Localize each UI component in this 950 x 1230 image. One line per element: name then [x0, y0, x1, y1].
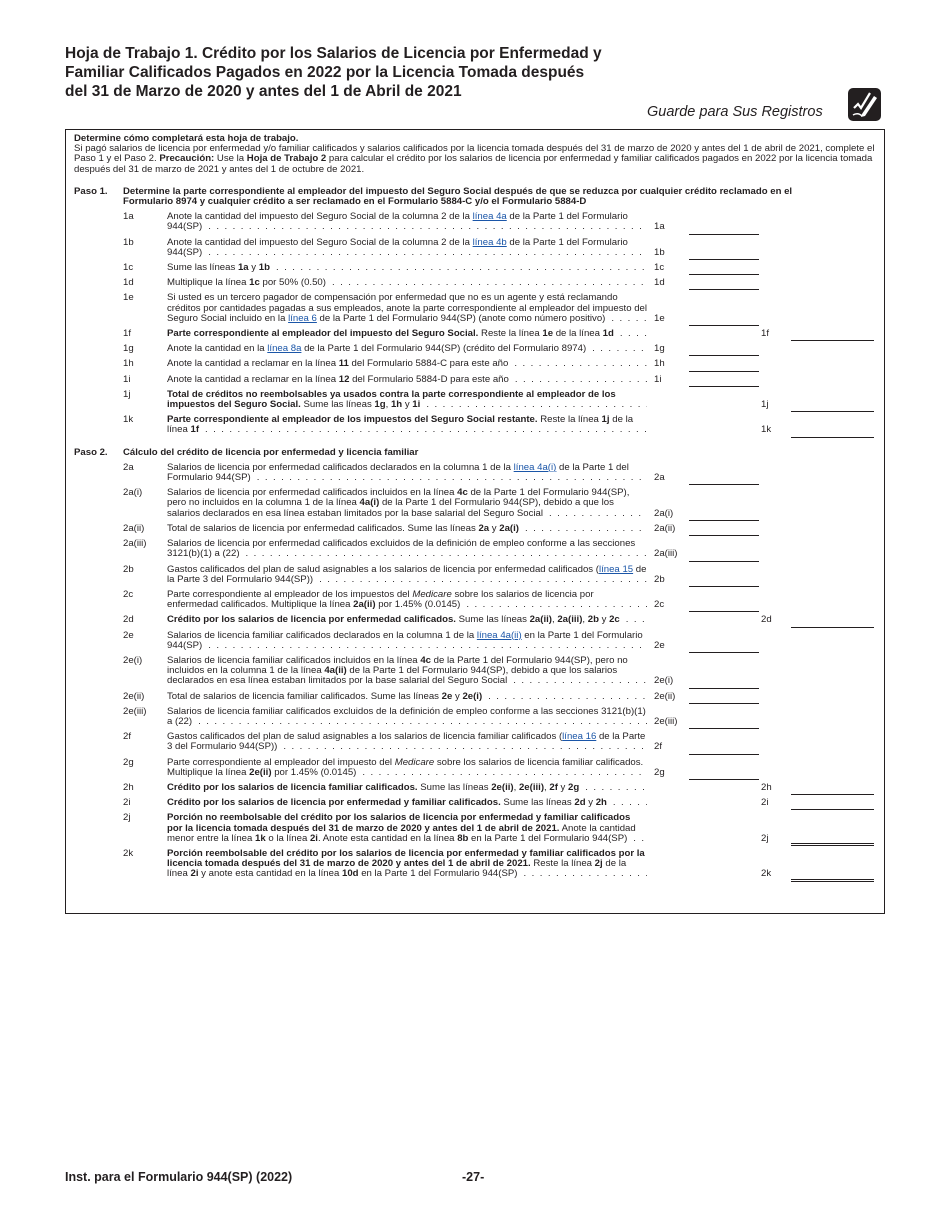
amount-entry-field[interactable] [689, 534, 759, 536]
line-number: 1c [123, 262, 134, 274]
amount-entry-field[interactable] [689, 385, 759, 387]
entry-line-label: 2f [654, 741, 663, 753]
text-segment: o la línea [265, 832, 310, 844]
text-segment: 10d [341, 868, 359, 880]
text-segment: Parte correspondiente al empleador de los impuestos del Seguro Social restante. [167, 415, 538, 426]
text-segment: Salarios de licencia por enfermedad calificados excluidos de la definición de empleo conforme a las secciones 3121(b)(1) a (22) [167, 539, 636, 560]
worksheet-line [66, 539, 884, 559]
total-entry-field[interactable] [791, 843, 874, 846]
line-reference-link[interactable]: línea 4a(i) [513, 462, 557, 473]
line-description [167, 813, 647, 844]
worksheet-line [66, 212, 884, 232]
line-number: 2a(i) [123, 487, 143, 499]
text-segment: en la Parte 1 del Formulario 944(SP) [167, 630, 643, 651]
entry-line-label: 1i [654, 373, 662, 385]
text-segment: Anote la cantidad a reclamar en la línea [167, 374, 339, 385]
text-segment: , [544, 782, 550, 793]
text-segment: , [551, 615, 558, 626]
text-segment: 12 [338, 374, 350, 385]
text-segment: 1g [374, 399, 386, 411]
total-entry-field[interactable] [791, 436, 874, 438]
text-segment: Gastos calificados del plan de salud asignables a los salarios de licencia por enfermedad calificados ( [167, 564, 599, 575]
text-segment: Crédito por los salarios de licencia familiar calificados. [167, 782, 418, 793]
line-number: 1h [123, 358, 134, 370]
line-number: 1g [123, 343, 134, 355]
amount-entry-field[interactable] [689, 273, 759, 275]
total-line-label: 2j [761, 832, 769, 844]
worksheet-line [66, 813, 884, 844]
worksheet-title: Hoja de Trabajo 1. Crédito por los Salarios de Licencia por Enfermedad y Familiar Calificados Pagados en 2022 por la Licencia Tomada después del 31 de Marzo de 2020 y antes del 1 de Abril de 2021 [65, 45, 602, 100]
amount-entry-field[interactable] [689, 288, 759, 290]
line-number: 2k [123, 847, 134, 859]
text-segment: de la Parte 1 del Formulario 944(SP) [167, 212, 628, 233]
amount-entry-field[interactable] [689, 354, 759, 356]
line-number: 2e(iii) [123, 705, 147, 717]
step-heading: Cálculo del crédito de licencia por enfermedad y licencia familiar [123, 446, 419, 458]
text-segment: y [598, 615, 610, 626]
amount-entry-field[interactable] [689, 778, 759, 780]
amount-entry-field[interactable] [689, 560, 759, 562]
text-segment: y [489, 523, 500, 534]
text-segment: 4a(i) [359, 497, 380, 509]
line-description [167, 732, 647, 752]
text-segment: 1f [190, 424, 200, 436]
text-segment: 2i [190, 868, 199, 880]
line-number: 1e [123, 292, 134, 304]
line-number: 2i [123, 797, 131, 809]
text-segment: Porción no reembolsable del crédito por los salarios de licencia por enfermedad y familiar calificados por la licencia tomada después del 31 de marzo de 2020 y antes del 1 de abril de 2021. [167, 813, 631, 834]
text-segment: y [557, 782, 569, 793]
step-header [66, 187, 884, 207]
line-reference-link[interactable]: línea 4a [472, 212, 507, 223]
text-segment: para calcular el crédito por los salarios de licencia por enfermedad y familiar calificados pagados en 2022 por la licencia tomada después del 31 de marzo de 2021 y antes del 1 de octubre de 2021. [74, 153, 873, 175]
text-segment: Salarios de licencia familiar calificados excluidos de la definición de empleo conforme a las secciones 3121(b)(1) a (22) [167, 706, 646, 727]
line-number: 2e(ii) [123, 690, 145, 702]
line-description [167, 238, 647, 258]
text-segment: de la Parte 3 del Formulario 944(SP)) [167, 564, 647, 585]
text-segment: Anote la cantidad a reclamar en la línea [167, 359, 339, 370]
text-segment: , [513, 782, 519, 793]
total-entry-field[interactable] [791, 808, 874, 810]
text-segment: de la línea [167, 415, 634, 436]
text-segment: de la línea [167, 858, 627, 880]
worksheet-line [66, 278, 884, 288]
total-line-label: 1k [761, 424, 772, 436]
amount-entry-field[interactable] [689, 370, 759, 372]
line-number: 2a(ii) [123, 522, 145, 534]
text-segment: 2a(i) [499, 523, 519, 534]
line-description [167, 539, 647, 559]
text-segment: 2a(ii) [353, 599, 376, 611]
text-segment: y [248, 263, 259, 274]
entry-line-label: 2e(iii) [654, 715, 678, 727]
text-segment: Parte correspondiente al empleador de los impuestos del [167, 589, 413, 600]
text-segment: 2e(ii) [491, 782, 514, 793]
total-line-label: 2d [761, 614, 772, 626]
line-number: 2a [123, 461, 134, 473]
entry-line-label: 1h [654, 358, 665, 370]
text-segment: 1j [601, 415, 610, 426]
text-segment: Anote la cantidad del impuesto del Seguro Social de la columna 2 de la [167, 212, 473, 223]
line-description [167, 463, 647, 483]
amount-entry-field[interactable] [689, 483, 759, 485]
text-segment: Crédito por los salarios de licencia por enfermedad y familiar calificados. [167, 798, 501, 809]
text-segment: 2e(i) [462, 691, 483, 702]
text-segment: 1h [390, 399, 403, 411]
entry-line-label: 2c [654, 599, 665, 611]
line-description [167, 783, 647, 793]
text-segment: Medicare [412, 589, 452, 600]
total-entry-field[interactable] [791, 339, 874, 341]
amount-entry-field[interactable] [689, 585, 759, 587]
worksheet-line [66, 463, 884, 483]
text-segment: 4a(ii) [324, 665, 347, 677]
total-entry-field[interactable] [791, 793, 874, 795]
text-segment: en la Parte 1 del Formulario 944(SP) [358, 868, 518, 880]
text-segment: Salarios de licencia familiar calificados declarados en la columna 1 de la [167, 630, 477, 641]
text-segment: Hoja de Trabajo 2 [246, 153, 327, 165]
worksheet-steps [66, 187, 884, 880]
line-number: 2g [123, 756, 134, 768]
worksheet-line [66, 615, 884, 625]
entry-line-label: 1d [654, 277, 665, 289]
line-description [167, 344, 647, 354]
line-description [167, 293, 647, 324]
text-segment: del Formulario 5884-C para este año [348, 359, 509, 370]
worksheet-line [66, 238, 884, 258]
line-number: 1d [123, 277, 134, 289]
text-segment: Si usted es un tercero pagador de compensación por enfermedad que no es un agente y está reclamando créditos por cantidades pagadas a sus empleados, anote la parte correspondiente al empleador del impuesto del Seguro Social incluido en la [167, 293, 647, 324]
text-segment: 11 [338, 359, 349, 370]
line-number: 1i [123, 373, 131, 385]
line-description [167, 692, 647, 702]
text-segment: Total de salarios de licencia por enfermedad calificados. Sume las líneas [167, 523, 479, 534]
line-number: 2j [123, 812, 131, 824]
amount-entry-field[interactable] [689, 687, 759, 689]
keep-for-records-note: Guarde para Sus Registros [647, 104, 823, 120]
entry-line-label: 1g [654, 343, 665, 355]
worksheet-line [66, 329, 884, 339]
total-entry-field[interactable] [791, 626, 874, 628]
text-segment: Sume las líneas [500, 798, 575, 809]
worksheet-line [66, 390, 884, 410]
text-segment: 1a [237, 263, 249, 274]
line-description [167, 263, 647, 273]
worksheet-line [66, 631, 884, 651]
text-segment: de la Parte 1 del Formulario 944(SP) (anote como número positivo) [316, 312, 606, 324]
text-segment: 2e [441, 691, 453, 702]
text-segment: Anote la cantidad menor entre la línea [167, 822, 636, 844]
text-segment: 2g [568, 782, 580, 793]
text-segment: de la Parte 1 del Formulario 944(SP) [167, 462, 629, 484]
text-segment: 1c [249, 278, 260, 289]
line-description [167, 488, 647, 519]
step-heading: Determine la parte correspondiente al empleador del impuesto del Seguro Social después de que se reduzca por cualquier crédito reclamado en el Formulario 8974 y cualquier crédito a ser reclamado en el Formulario 5884-C y/o el Formulario 5884-D [123, 185, 793, 208]
entry-line-label: 1b [654, 246, 665, 258]
line-number: 2f [123, 731, 132, 743]
worksheet-line [66, 758, 884, 778]
line-number: 1b [123, 236, 134, 248]
text-segment: . Anote esta cantidad en la línea [317, 832, 458, 844]
line-number: 1f [123, 328, 132, 340]
text-segment: 2e(iii) [518, 782, 545, 793]
text-segment: 2j [594, 858, 603, 870]
text-segment: 2a [478, 523, 490, 534]
text-segment: 1i [412, 399, 421, 411]
line-reference-link[interactable]: línea 8a [267, 344, 302, 355]
amount-entry-field[interactable] [689, 610, 759, 612]
text-segment: del Formulario 5884-D para este año [349, 374, 509, 385]
worksheet-line [66, 293, 884, 324]
text-segment: 2h [595, 798, 607, 809]
step-label: Paso 2. [74, 446, 108, 458]
footer-form-name: Inst. para el Formulario 944(SP) (2022) [65, 1170, 293, 1184]
step-header [66, 448, 884, 458]
text-segment: de la Parte 1 del Formulario 944(SP), pero no incluidos en la columna 1 de la línea [167, 488, 630, 509]
text-segment: 2d [574, 798, 586, 809]
text-segment: 4c [457, 488, 468, 499]
line-description [167, 375, 647, 385]
worksheet-line [66, 375, 884, 385]
text-segment: Salarios de licencia por enfermedad calificados declarados en la columna 1 de la [167, 462, 514, 473]
text-segment: 2c [609, 615, 620, 626]
text-segment: 2b [587, 615, 599, 626]
line-number: 1k [123, 414, 134, 426]
total-line-label: 1f [761, 328, 770, 340]
step-label: Paso 1. [74, 185, 108, 197]
text-segment: Sume las líneas [417, 782, 492, 793]
worksheet-line [66, 590, 884, 610]
instructions-text [74, 144, 876, 175]
line-reference-link[interactable]: línea 4a(ii) [476, 630, 522, 641]
worksheet-line [66, 488, 884, 519]
total-line-label: 2k [761, 868, 772, 880]
text-segment: de la Parte 1 del Formulario 944(SP), debido a que los salarios declarados en esa línea estaban limitados por la base salarial del Seguro Social [167, 665, 618, 687]
line-description [167, 329, 647, 339]
line-reference-link[interactable]: línea 16 [562, 732, 597, 743]
line-number: 1a [123, 211, 134, 223]
amount-entry-field[interactable] [689, 324, 759, 326]
text-segment: Crédito por los salarios de licencia por enfermedad calificados. [167, 615, 456, 626]
entry-line-label: 2b [654, 573, 665, 585]
worksheet-line [66, 732, 884, 752]
text-segment: Total de salarios de licencia familiar calificados. Sume las líneas [167, 691, 442, 702]
text-segment: de la línea [553, 329, 603, 340]
text-segment: Parte correspondiente al empleador del impuesto del [167, 757, 395, 768]
text-segment: y [452, 691, 463, 702]
worksheet-line [66, 849, 884, 880]
text-segment: Anote la cantidad en la [167, 344, 268, 355]
entry-line-label: 1e [654, 312, 665, 324]
line-description [167, 798, 647, 808]
worksheet-line [66, 359, 884, 369]
text-segment: de la Parte 1 del Formulario 944(SP), pero no incluidos en la columna 1 de la línea [167, 655, 628, 677]
worksheet-line [66, 524, 884, 534]
worksheet-line [66, 263, 884, 273]
line-description [167, 359, 647, 369]
line-number: 1j [123, 388, 131, 400]
text-segment: sobre los salarios de licencia familiar calificados. Multiplique la línea [167, 757, 644, 778]
amount-entry-field[interactable] [689, 651, 759, 653]
line-description [167, 524, 647, 534]
line-number: 2e [123, 629, 134, 641]
text-segment: 2e(ii) [249, 766, 272, 778]
worksheet-line [66, 415, 884, 435]
line-description [167, 415, 647, 435]
line-number: 2e(i) [123, 654, 143, 666]
text-segment: , [582, 615, 588, 626]
text-segment: Reste la línea [537, 415, 602, 426]
line-number: 2h [123, 781, 134, 793]
entry-line-label: 2e [654, 639, 665, 651]
entry-line-label: 2a(ii) [654, 522, 676, 534]
worksheet-line [66, 344, 884, 354]
text-segment: 1k [255, 832, 266, 844]
worksheet-box [65, 129, 885, 914]
text-segment: 4c [420, 655, 431, 666]
text-segment: Salarios de licencia por enfermedad calificados incluidos en la línea [167, 488, 458, 499]
line-number: 2d [123, 614, 134, 626]
text-segment: 1e [542, 329, 554, 340]
amount-entry-field[interactable] [689, 753, 759, 755]
text-segment: Anote la cantidad del impuesto del Seguro Social de la columna 2 de la [167, 237, 473, 248]
amount-entry-field[interactable] [689, 702, 759, 704]
entry-line-label: 2a [654, 472, 665, 484]
text-segment: de la Parte 1 del Formulario 944(SP) (crédito del Formulario 8974) [301, 344, 587, 355]
total-entry-field[interactable] [791, 410, 874, 412]
text-segment: en la Parte 1 del Formulario 944(SP) [468, 832, 628, 844]
text-segment: de la Parte 3 del Formulario 944(SP)) [167, 732, 646, 753]
text-segment: Total de créditos no reembolsables ya usados contra la parte correspondiente al empleador de los impuestos del Seguro Social. [167, 389, 616, 411]
text-segment: de la Parte 1 del Formulario 944(SP), debido a que los salarios declarados en esa línea estaban limitados por la base salarial del Seguro Social [167, 497, 614, 519]
total-line-label: 1j [761, 399, 769, 411]
line-number: 2b [123, 563, 134, 575]
text-segment: , [385, 399, 391, 411]
total-line-label: 2h [761, 781, 772, 793]
amount-entry-field[interactable] [689, 233, 759, 235]
text-segment: Reste la línea [530, 858, 595, 870]
text-segment: 2f [549, 782, 558, 793]
text-segment: 1d [602, 329, 614, 340]
text-segment: Sume las líneas [167, 263, 238, 274]
text-segment: de la Parte 1 del Formulario 944(SP) [167, 237, 628, 258]
line-description [167, 849, 647, 880]
worksheet-line [66, 707, 884, 727]
line-description [167, 631, 647, 651]
text-segment: Use la [214, 153, 247, 165]
text-segment: Precaución: [159, 153, 215, 165]
text-segment: Gastos calificados del plan de salud asignables a los salarios de licencia familiar calificados ( [167, 732, 563, 743]
amount-entry-field[interactable] [689, 258, 759, 260]
text-segment: Medicare [394, 757, 435, 768]
text-segment: por 1.45% (0.0145) [375, 599, 461, 611]
entry-line-label: 2a(iii) [654, 548, 678, 560]
entry-line-label: 2g [654, 766, 665, 778]
line-reference-link[interactable]: línea 4b [472, 237, 507, 248]
worksheet-line [66, 783, 884, 793]
text-segment: 2a(ii) [529, 615, 552, 626]
text-segment: 1b [258, 263, 270, 274]
worksheet-line [66, 656, 884, 687]
line-description [167, 615, 647, 625]
entry-line-label: 1a [654, 221, 665, 233]
line-description [167, 278, 647, 288]
instructions [66, 130, 884, 175]
entry-line-label: 2a(i) [654, 507, 674, 519]
text-segment: 8b [457, 832, 469, 844]
line-number: 2a(iii) [123, 538, 147, 550]
entry-line-label: 1c [654, 262, 665, 274]
instructions-heading: Determine cómo completará esta hoja de trabajo. [74, 133, 299, 144]
entry-line-label: 2e(ii) [654, 690, 676, 702]
text-segment: Reste la línea [478, 329, 543, 340]
text-segment: y anote esta cantidad en la línea [198, 868, 342, 880]
amount-entry-field[interactable] [689, 519, 759, 521]
page-number: -27- [462, 1170, 485, 1184]
line-number: 2c [123, 588, 134, 600]
total-line-label: 2i [761, 797, 769, 809]
text-segment: sobre los salarios de licencia por enfermedad calificados. Multiplique la línea [167, 589, 594, 611]
line-description [167, 707, 647, 727]
text-segment: Salarios de licencia familiar calificados incluidos en la línea [167, 655, 421, 666]
text-segment: Parte correspondiente al empleador del impuesto del Seguro Social. [167, 329, 479, 340]
text-segment: Sume las líneas [300, 399, 375, 411]
text-segment: 2i [309, 832, 318, 844]
worksheet-line [66, 692, 884, 702]
text-segment: y [402, 399, 413, 411]
text-segment: 2a(iii) [557, 615, 583, 626]
text-segment: Si pagó salarios de licencia por enfermedad y/o familiar calificados y salarios calificados por la licencia tomada después del 31 de marzo de 2020 y antes del 1 de abril de 2021, complete el Paso 1 y el Paso 2. [74, 143, 875, 165]
amount-entry-field[interactable] [689, 727, 759, 729]
line-reference-link[interactable]: línea 6 [288, 312, 317, 324]
worksheet-line [66, 565, 884, 585]
line-description [167, 390, 647, 410]
text-segment: Sume las líneas [455, 615, 530, 626]
text-segment: y [585, 798, 596, 809]
pencil-check-icon [848, 88, 881, 121]
total-entry-field[interactable] [791, 879, 874, 882]
entry-line-label: 2e(i) [654, 675, 674, 687]
line-description [167, 758, 647, 778]
worksheet-line [66, 798, 884, 808]
text-segment: Porción reembolsable del crédito por los salarios de licencia por enfermedad y familiar calificados por la licencia tomada después del 31 de marzo de 2020 y antes del 1 de abril de 2021. [167, 848, 645, 870]
line-description [167, 590, 647, 610]
text-segment: por 1.45% (0.0145) [271, 766, 357, 778]
text-segment: Multiplique la línea [167, 278, 250, 289]
line-description [167, 565, 647, 585]
text-segment: por 50% (0.50) [259, 278, 326, 289]
line-description [167, 212, 647, 232]
line-description [167, 656, 647, 687]
line-reference-link[interactable]: línea 15 [598, 564, 634, 575]
